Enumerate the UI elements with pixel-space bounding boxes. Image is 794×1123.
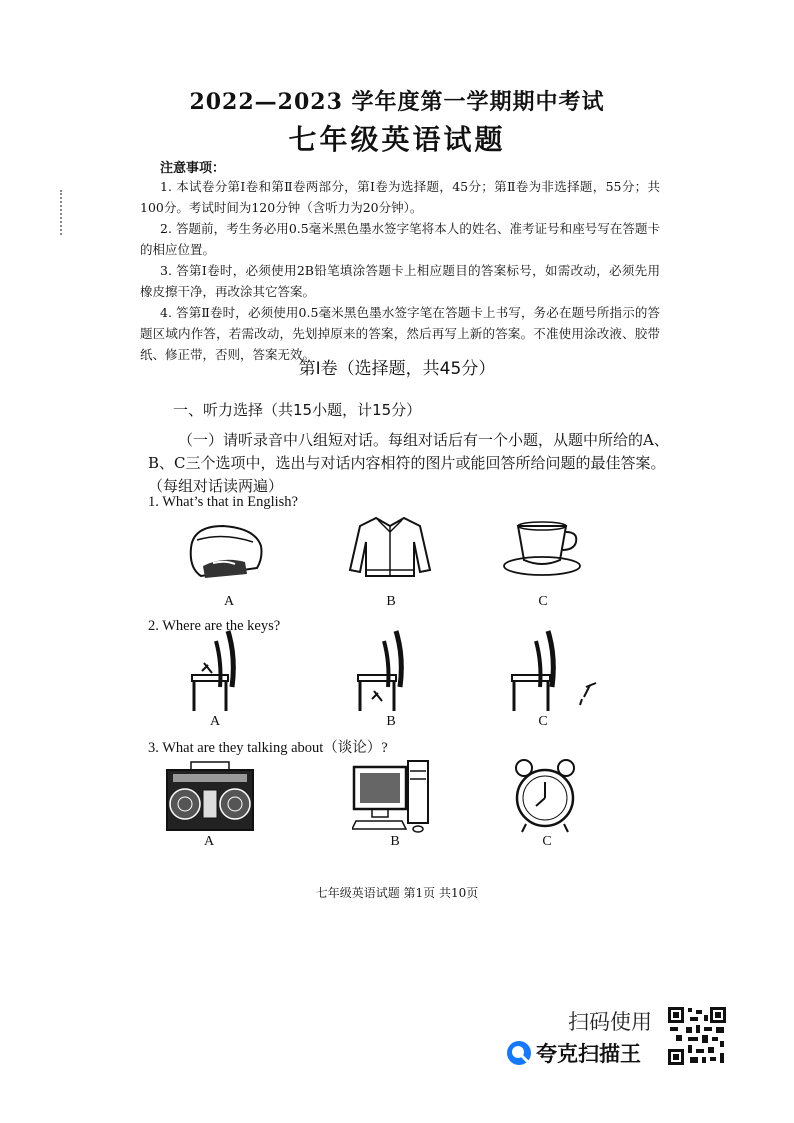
computer-icon [352, 757, 432, 833]
chair-keys-under-icon [352, 627, 412, 717]
exam-subtitle: 七年级英语试题 [288, 123, 506, 156]
instruction-line-3: （每组对话读两遍） [148, 477, 284, 495]
option-3-c: C [542, 834, 552, 849]
notice-item-3: 3. 答第Ⅰ卷时，必须使用2B铅笔填涂答题卡上相应题目的答案标号，如需改动，必须先用橡皮擦干净，再改涂其它答案。 [140, 263, 660, 299]
option-1-b: B [386, 594, 396, 609]
exam-title: 2022—2023 学年度第一学期期中考试 [189, 89, 605, 115]
option-3-b: B [390, 834, 400, 849]
margin-dots [60, 190, 64, 235]
question-2: 2. Where are the keys? [148, 618, 281, 634]
option-1-a: A [223, 594, 235, 609]
jacket-icon [348, 512, 433, 582]
option-2-a: A [209, 714, 221, 729]
option-3-a: A [203, 834, 215, 849]
quark-logo-icon [506, 1040, 532, 1066]
notice-heading: 注意事项： [160, 161, 226, 176]
question-3: 3. What are they talking about（谈论）? [148, 740, 388, 756]
chair-keys-on-icon [188, 627, 248, 717]
option-1-c: C [538, 594, 548, 609]
chair-keys-behind-icon [508, 627, 608, 717]
notice-item-4: 4. 答第Ⅱ卷时，必须使用0.5毫米黑色墨水签字笔在答题卡上书写，务必在题号所指示的答题区域内作答，若需改动，先划掉原来的答案，然后再写上新的答案。不准使用涂改液、胶带纸、修正带，否则，答案无效。 [140, 305, 660, 362]
radio-icon [165, 760, 255, 832]
instruction-line-1: （一）请听录音中八组短对话。每组对话后有一个小题，从题中所给的A、 [178, 431, 669, 449]
hat-icon [183, 518, 268, 583]
question-1: 1. What’s that in English? [148, 494, 298, 510]
part-title: 一、听力选择（共15小题，计15分） [173, 401, 422, 419]
option-2-c: C [538, 714, 548, 729]
brand-logo [506, 1038, 641, 1068]
notice-item-2: 2. 答题前，考生务必用0.5毫米黑色墨水签字笔将本人的姓名、准考证号和座号写在答题卡的相应位置。 [140, 221, 660, 257]
instruction-line-2: B、C三个选项中，选出与对话内容相符的图片或能回答所给问题的最佳答案。 [148, 454, 666, 472]
option-2-b: B [386, 714, 396, 729]
qr-code-icon [666, 1005, 728, 1067]
qr-code[interactable] [666, 1005, 728, 1067]
notice-item-1: 1. 本试卷分第Ⅰ卷和第Ⅱ卷两部分，第Ⅰ卷为选择题，45分；第Ⅱ卷为非选择题，55分；共100分。考试时间为120分钟（含听力为20分钟）。 [140, 179, 660, 215]
scan-use-label: 扫码使用 [568, 1010, 652, 1034]
section-title: 第Ⅰ卷（选择题，共45分） [298, 359, 496, 379]
alarm-clock-icon [510, 758, 580, 834]
page-footer: 七年级英语试题 第1页 共10页 [315, 886, 479, 900]
brand-name: 夸克扫描王 [536, 1042, 641, 1066]
cup-icon [500, 516, 585, 578]
